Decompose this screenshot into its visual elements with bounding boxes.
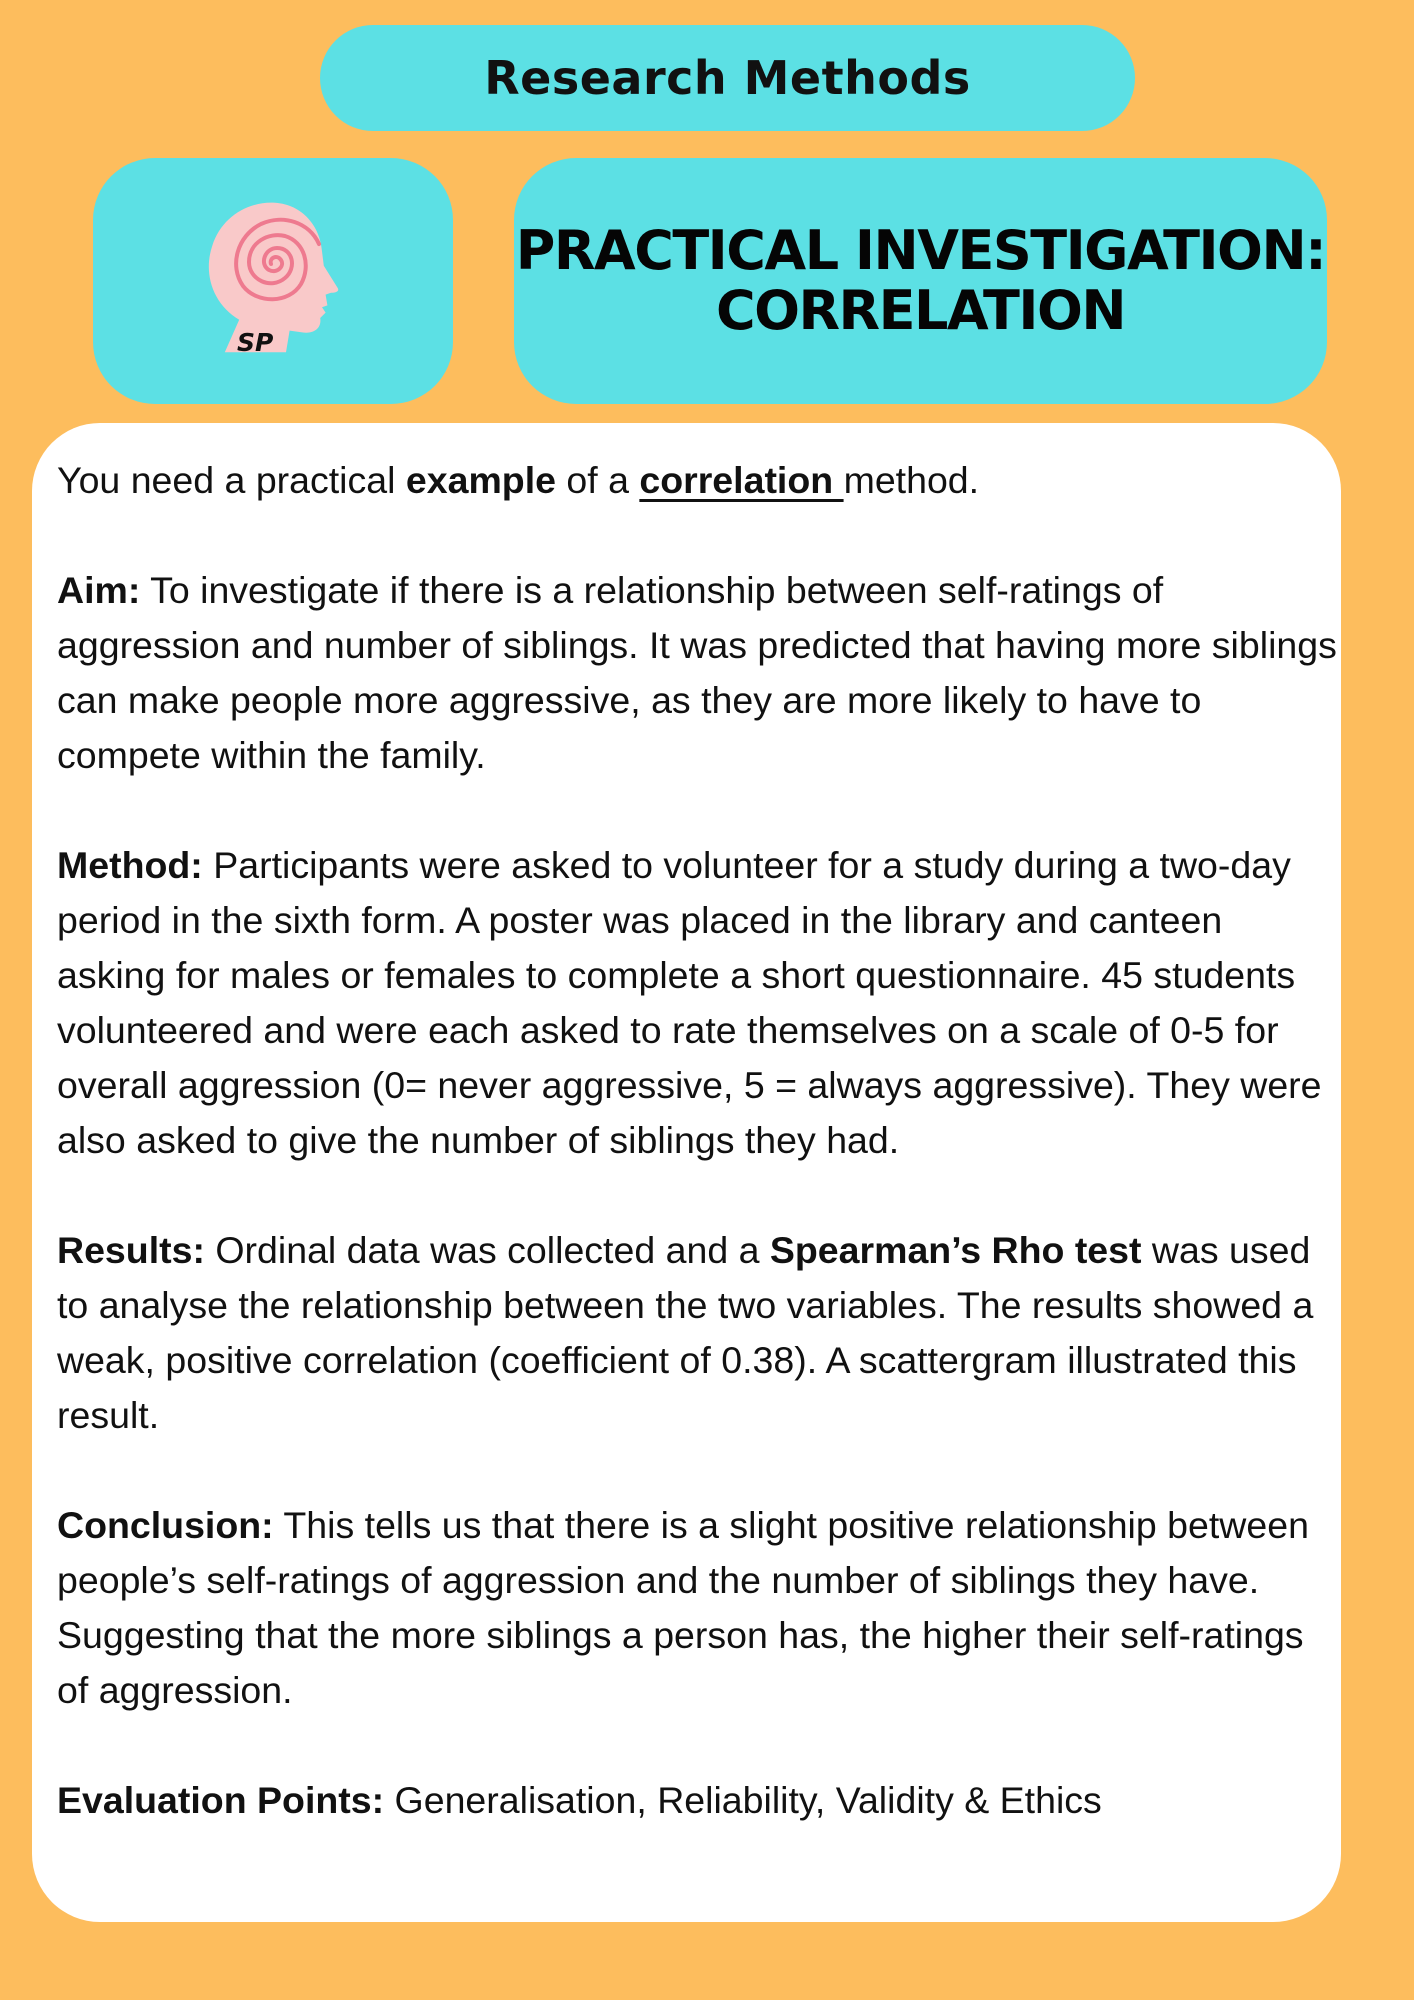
page-title: Research Methods	[484, 51, 971, 105]
intro-paragraph	[57, 453, 1337, 508]
results-paragraph	[57, 1223, 1337, 1443]
content-card	[32, 423, 1341, 1922]
aim-text: To investigate if there is a relationship between self-ratings of aggression and number of siblings. It was predicted that having more siblings can make people more aggressive, as they are more likely to have to compete within the family.	[57, 569, 1337, 776]
intro-text: You need a practical	[57, 459, 406, 501]
topic-title-line1: PRACTICAL INVESTIGATION:	[515, 219, 1326, 282]
results-label: Results:	[57, 1229, 205, 1271]
aim-paragraph	[57, 563, 1337, 783]
aim-label: Aim:	[57, 569, 141, 611]
method-paragraph	[57, 838, 1337, 1168]
method-label: Method:	[57, 844, 203, 886]
evaluation-paragraph	[57, 1773, 1337, 1828]
topic-card	[514, 158, 1327, 404]
intro-underlined-correlation: correlation	[639, 459, 844, 501]
intro-text-2: of a	[555, 459, 640, 501]
logo-initials: SP	[237, 328, 274, 357]
logo-card	[93, 158, 453, 404]
results-text-2: was used to analyse the relationship between the two variables. The results showed a weak, positive correlation (coefficient of 0.38). A scattergram illustrated this result.	[57, 1229, 1314, 1436]
topic-title-line2: CORRELATION	[715, 279, 1126, 342]
intro-text-3: method.	[843, 459, 980, 501]
conclusion-label: Conclusion:	[57, 1504, 274, 1546]
evaluation-text: Generalisation, Reliability, Validity & Ethics	[384, 1779, 1102, 1821]
header-pill	[320, 25, 1135, 131]
conclusion-text: This tells us that there is a slight positive relationship between people’s self-ratings of aggression and the number of siblings they have. Suggesting that the more siblings a person has, the higher their self-ratings of aggression.	[57, 1504, 1309, 1711]
content-body	[57, 453, 1337, 1828]
evaluation-label: Evaluation Points:	[57, 1779, 385, 1821]
method-text: Participants were asked to volunteer for a study during a two-day period in the sixth form. A poster was placed in the library and canteen asking for males or females to complete a short questionnaire. 45 students volunteered and were each asked to rate themselves on a scale of 0-5 for overall aggression (0= never aggressive, 5 = always aggressive). They were also asked to give the number of siblings they had.	[57, 844, 1322, 1161]
conclusion-paragraph	[57, 1498, 1337, 1718]
results-test-name: Spearman’s Rho test	[769, 1229, 1142, 1271]
intro-bold-example: example	[405, 459, 556, 501]
head-spiral-icon	[205, 192, 341, 368]
results-text: Ordinal data was collected and a	[204, 1229, 770, 1271]
